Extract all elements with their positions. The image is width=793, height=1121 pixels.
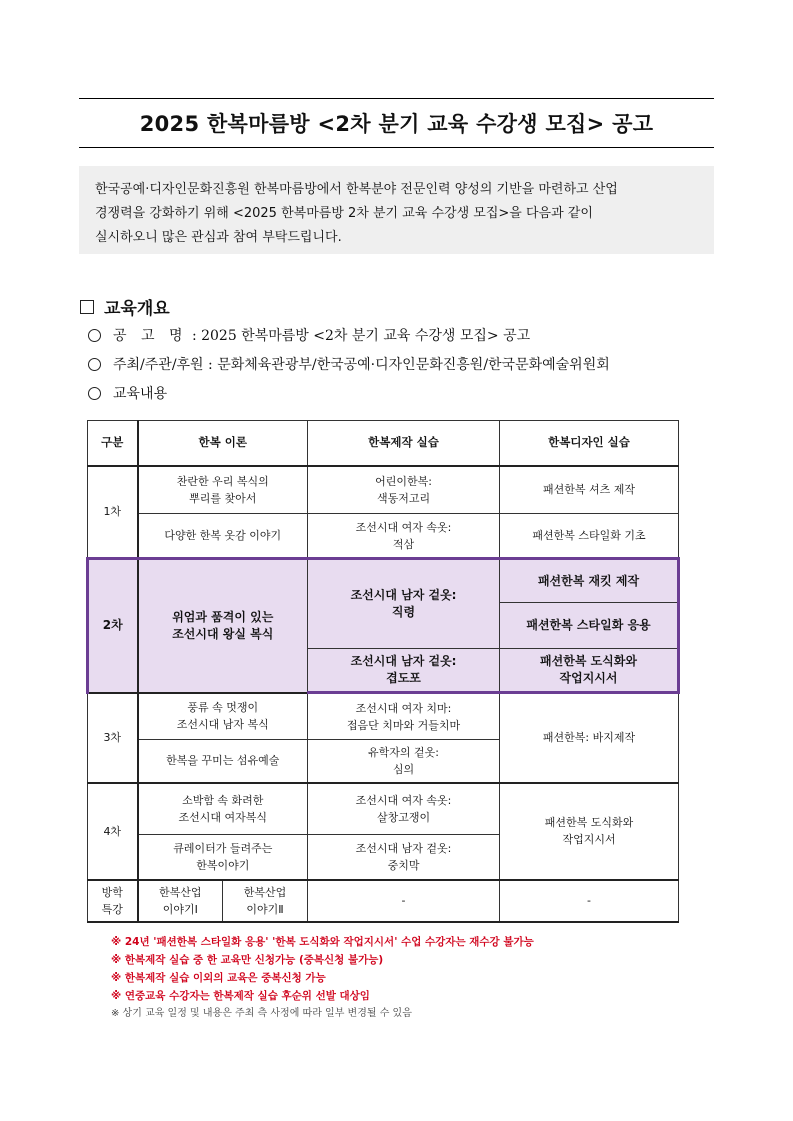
table-cell: 패션한복 셔츠 제작	[500, 466, 679, 514]
header-theory: 한복 이론	[138, 421, 308, 466]
cell-line: 패션한복 도식화와	[540, 654, 637, 668]
table-row	[88, 783, 679, 835]
table-cell	[308, 514, 500, 559]
table-row	[88, 514, 679, 559]
bullet-organizers	[88, 354, 610, 374]
cell-line: 접음단 치마와 거들치마	[346, 718, 461, 732]
section-heading-text: 교육개요	[104, 299, 170, 319]
cell-line: 조선시대 여자 속옷:	[355, 520, 452, 534]
round-4-label: 4차	[88, 783, 138, 880]
cell-line: 한복산업	[243, 885, 287, 899]
cell-line: 적삼	[392, 537, 415, 551]
table-cell: 패션한복 재킷 제작	[500, 559, 679, 603]
table-cell	[138, 693, 308, 740]
note-4: ※ 연중교육 수강자는 한복제작 실습 후순위 선발 대상임	[111, 990, 370, 1002]
bullet-1-value: : 2025 한복마름방 <2차 분기 교육 수강생 모집> 공고	[191, 328, 531, 344]
note-1: ※ 24년 '패션한복 스타일화 응용' '한복 도식화와 작업지시서' 수업 수강자는 재수강 불가능	[111, 936, 534, 948]
intro-box	[79, 166, 714, 254]
cell-line: 조선시대 남자 겉옷:	[355, 841, 452, 855]
cell-line: 조선시대 여자 치마:	[355, 701, 452, 715]
cell-line: 조선시대 남자 복식	[176, 718, 269, 732]
cell-line: 큐레이터가 들려주는	[173, 841, 273, 855]
cell-line: 특강	[101, 902, 123, 916]
header-category: 구분	[88, 421, 138, 466]
table-row	[88, 466, 679, 514]
table-cell: 패션한복 스타일화 응용	[500, 603, 679, 649]
cell-line: 패션한복 도식화와	[544, 816, 634, 829]
square-icon	[80, 300, 94, 314]
table-cell	[308, 835, 500, 880]
section-heading	[80, 294, 170, 319]
table-cell: 한복을 꾸미는 섬유예술	[138, 740, 308, 783]
cell-line: 조선시대 여자 속옷:	[355, 793, 452, 807]
circle-bullet-icon	[88, 387, 101, 400]
bullet-3-label: 교육내용	[113, 386, 168, 402]
table-cell	[138, 783, 308, 835]
cell-line: 뿌리를 찾아서	[189, 491, 257, 505]
table-cell	[308, 466, 500, 514]
cell-line: 작업지시서	[559, 671, 618, 685]
education-table	[86, 420, 680, 923]
intro-line-2: 경쟁력을 강화하기 위해 <2025 한복마름방 2차 분기 교육 수강생 모집>을 다음과 같이	[95, 206, 593, 221]
table-cell: 다양한 한복 옷감 이야기	[138, 514, 308, 559]
table-row	[88, 559, 679, 603]
table-cell: -	[308, 880, 500, 922]
round-1-label: 1차	[88, 466, 138, 559]
table-cell	[308, 740, 500, 783]
table-cell: -	[500, 880, 679, 922]
note-2: ※ 한복제작 실습 중 한 교육만 신청가능 (중복신청 불가능)	[111, 954, 384, 966]
cell-line: 방학	[101, 885, 123, 899]
cell-line: 직령	[391, 605, 416, 619]
cell-line: 조선시대 왕실 복식	[172, 626, 274, 641]
special-lecture-label	[88, 880, 138, 922]
intro-line-1: 한국공예·디자인문화진흥원 한복마름방에서 한복분야 전문인력 양성의 기반을 마련하고 산업	[95, 182, 618, 197]
table-cell	[500, 783, 679, 880]
header-design: 한복디자인 실습	[500, 421, 679, 466]
cell-line: 심의	[392, 762, 415, 776]
cell-line: 중치막	[387, 858, 420, 872]
cell-line: 조선시대 여자복식	[178, 810, 268, 824]
table-cell: 패션한복 스타일화 기초	[500, 514, 679, 559]
circle-bullet-icon	[88, 329, 101, 342]
cell-line: 한복산업	[158, 885, 202, 899]
cell-line: 색동저고리	[376, 491, 431, 505]
table-cell	[308, 693, 500, 740]
cell-line: 한복이야기	[196, 858, 250, 872]
title-box	[79, 98, 714, 148]
cell-line: 찬란한 우리 복식의	[176, 474, 269, 488]
page-title: 2025 한복마름방 <2차 분기 교육 수강생 모집> 공고	[139, 112, 654, 136]
table-cell: 패션한복: 바지제작	[500, 693, 679, 783]
cell-line: 겹도포	[386, 671, 421, 685]
cell-line: 위엄과 품격이 있는	[172, 609, 274, 624]
bullet-2-label: 주최/주관/후원	[113, 357, 204, 373]
table-cell	[308, 783, 500, 835]
cell-line: 조선시대 남자 겉옷:	[350, 588, 457, 602]
cell-line: 조선시대 남자 겉옷:	[350, 654, 457, 668]
table-cell	[308, 649, 500, 693]
table-row	[88, 880, 679, 922]
bullet-announcement	[88, 325, 530, 345]
table-cell	[223, 880, 308, 922]
cell-line: 어린이한복:	[375, 474, 432, 488]
cell-line: 작업지시서	[562, 833, 616, 846]
table-cell	[138, 466, 308, 514]
circle-bullet-icon	[88, 358, 101, 371]
table-cell	[308, 559, 500, 649]
table-cell	[138, 835, 308, 880]
header-making: 한복제작 실습	[308, 421, 500, 466]
round-3-label: 3차	[88, 693, 138, 783]
table-row	[88, 693, 679, 740]
table-header-row	[88, 421, 679, 466]
round-2-label: 2차	[88, 559, 138, 693]
table-cell	[138, 559, 308, 693]
table-cell	[138, 880, 223, 922]
cell-line: 이야기Ⅰ	[162, 902, 198, 916]
cell-line: 소박함 속 화려한	[182, 793, 264, 807]
cell-line: 살창고쟁이	[376, 810, 431, 824]
table-cell	[500, 649, 679, 693]
cell-line: 풍류 속 멋쟁이	[187, 701, 259, 715]
note-5: ※ 상기 교육 일정 및 내용은 주최 측 사정에 따라 일부 변경될 수 있음	[111, 1008, 412, 1019]
bullet-contents	[88, 383, 167, 403]
note-3: ※ 한복제작 실습 이외의 교육은 중복신청 가능	[111, 972, 326, 984]
cell-line: 이야기Ⅱ	[246, 902, 284, 916]
bullet-2-value: : 문화체육관광부/한국공예·디자인문화진흥원/한국문화예술위원회	[208, 357, 610, 373]
cell-line: 유학자의 겉옷:	[368, 745, 439, 759]
intro-line-3: 실시하오니 많은 관심과 참여 부탁드립니다.	[95, 230, 342, 245]
notes	[111, 933, 534, 1023]
bullet-1-label: 공 고 명	[113, 328, 188, 344]
